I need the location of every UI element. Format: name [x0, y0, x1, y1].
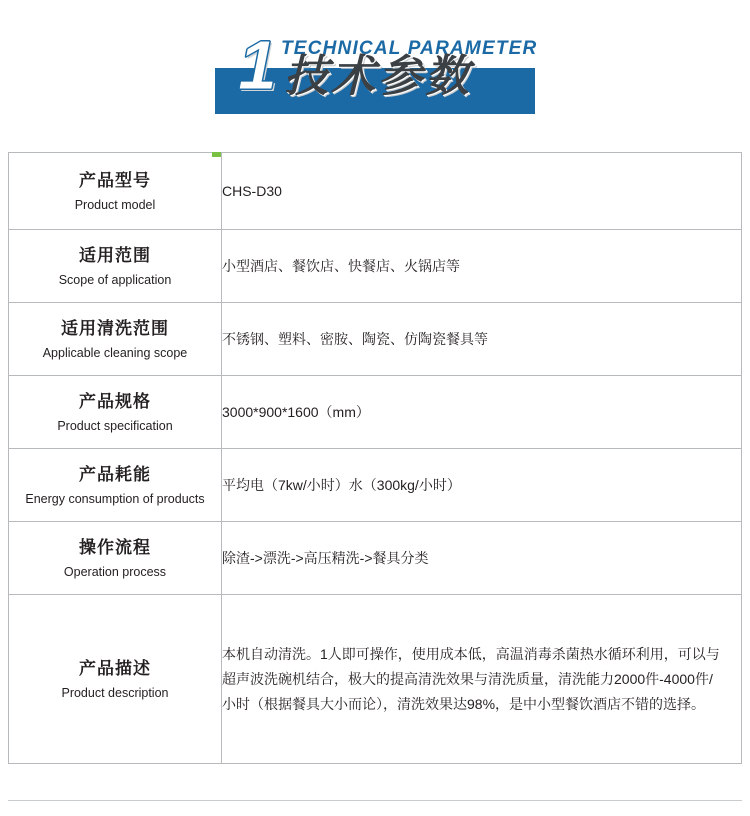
value-text: 除渣->漂洗->高压精洗->餐具分类 [222, 550, 429, 566]
value-text: CHS-D30 [222, 183, 282, 199]
row-value-product-model [222, 153, 742, 230]
table-row [9, 449, 742, 522]
label-cn: 操作流程 [79, 537, 151, 557]
row-label-product-specification [9, 376, 222, 449]
row-value-energy-consumption [222, 449, 742, 522]
value-text: 平均电（7kw/小时）水（300kg/小时） [222, 477, 461, 493]
value-text: 小型酒店、餐饮店、快餐店、火锅店等 [222, 258, 460, 274]
value-text: 不锈钢、塑料、密胺、陶瓷、仿陶瓷餐具等 [222, 331, 488, 347]
value-text: 3000*900*1600（mm） [222, 404, 370, 420]
header-title-cn: 技术参数 [284, 52, 472, 101]
row-label-scope-of-application [9, 230, 222, 303]
value-text: 本机自动清洗。1人即可操作，使用成本低，高温消毒杀菌热水循环利用，可以与超声波洗碗机结合，极大的提高清洗效果与清洗质量，清洗能力2000件-4000件/小时（根据餐具大小而论），清洗效果达98%，是中小型餐饮酒店不错的选择。 [222, 645, 720, 712]
row-label-product-model [9, 153, 222, 230]
table-row [9, 376, 742, 449]
label-en: Product description [61, 685, 169, 700]
label-cn: 产品耗能 [79, 464, 151, 484]
section-number: 1 [238, 26, 275, 104]
specification-table [8, 152, 742, 764]
label-cn: 适用范围 [79, 245, 151, 265]
row-label-energy-consumption [9, 449, 222, 522]
green-corner-mark [212, 152, 221, 157]
label-en: Energy consumption of products [25, 491, 205, 506]
table-row [9, 153, 742, 230]
label-cn: 产品规格 [79, 391, 151, 411]
label-cn: 适用清洗范围 [61, 318, 169, 338]
label-cn: 产品型号 [79, 170, 151, 190]
table-row [9, 230, 742, 303]
row-value-product-description [222, 595, 742, 764]
row-value-operation-process [222, 522, 742, 595]
page-header [0, 0, 750, 140]
label-en: Product model [74, 197, 156, 212]
header-title-en: TECHNICAL PARAMETER [281, 38, 538, 59]
bottom-divider [8, 800, 742, 801]
label-en: Operation process [63, 564, 167, 579]
row-value-scope-of-application [222, 230, 742, 303]
row-value-applicable-cleaning-scope [222, 303, 742, 376]
label-cn: 产品描述 [79, 658, 151, 678]
row-value-product-specification [222, 376, 742, 449]
table-row [9, 303, 742, 376]
table-row [9, 522, 742, 595]
label-en: Scope of application [58, 272, 172, 287]
label-en: Applicable cleaning scope [42, 345, 188, 360]
row-label-operation-process [9, 522, 222, 595]
row-label-applicable-cleaning-scope [9, 303, 222, 376]
row-label-product-description [9, 595, 222, 764]
label-en: Product specification [57, 418, 173, 433]
table-row [9, 595, 742, 764]
